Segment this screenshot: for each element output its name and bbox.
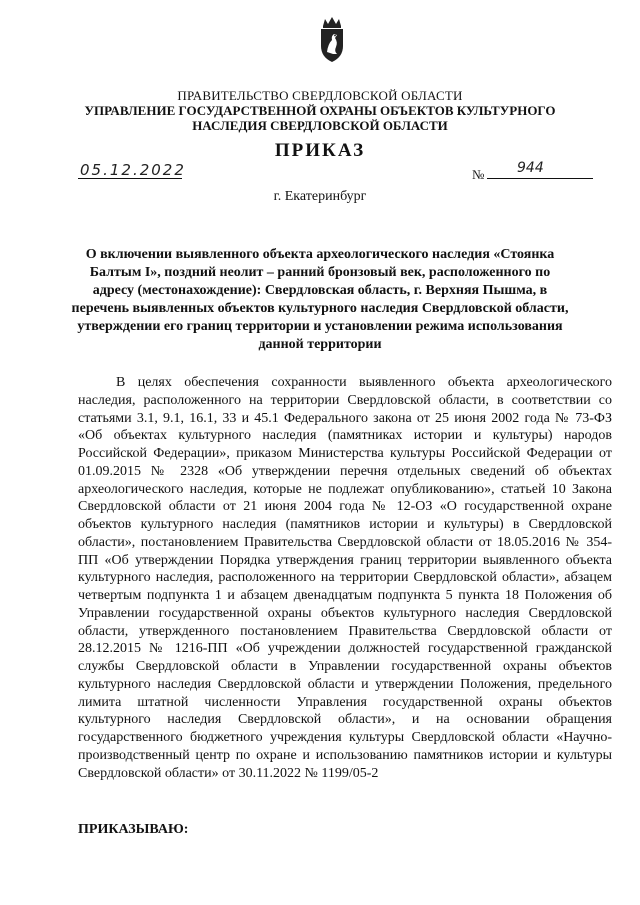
date-underline bbox=[78, 178, 182, 179]
number-value: 944 bbox=[517, 160, 544, 176]
number-underline bbox=[487, 178, 593, 179]
date-field bbox=[78, 160, 186, 180]
body-paragraph: В целях обеспечения сохранности выявленного объекта археологического наследия, расположенного на территории Свердловской области, в соответствии со статьями 3.1, 9.1, 16.1, 33 и 45.1 Федерального закона от 25 июня 2002 года № 73-ФЗ «Об объектах культурного наследия (памятниках истории и культуры) народов Российской Федерации», приказом Министерства культуры Российской Федерации от 01.09.2015 № 2328 «Об утверждении перечня отдельных сведений об объектах археологического наследия, которые не подлежат опубликованию», статьей 10 Закона Свердловской области от 21 июня 2004 года № 12-ОЗ «О государственной охране объектов культурного наследия (памятников истории и культуры) в Свердловской области», постановлением Правительства Свердловской области от 18.05.2016 № 354-ПП «Об утверждении Порядка утверждения границ территории выявленного объекта культурного наследия, расположенного на территории Свердловской области», абзацем четвертым подпункта 1 и абзацем двенадцатым подпункта 5 пункта 18 Положения об Управлении государственной охраны объектов культурного наследия Свердловской области, утвержденного постановлением Правительства Свердловской области от 28.12.2015 № 1216-ПП «Об учреждении должностей государственной гражданской службы Свердловской области в Управлении государственной охраны объектов культурного наследия Свердловской области и утверждении Положения, предельного лимита штатной численности Управления государственной охраны объектов культурного наследия Свердловской области», и на основании обращения государственного бюджетного учреждения культуры Свердловской области «Научно-производственный центр по охране и использованию памятников истории и культуры Свердловской области» от 30.11.2022 № 1199/05-2 bbox=[78, 375, 612, 781]
coat-of-arms-icon bbox=[315, 16, 349, 64]
number-label: № bbox=[472, 167, 485, 182]
city: г. Екатеринбург bbox=[273, 189, 367, 204]
document-title: ПРИКАЗ bbox=[274, 140, 366, 161]
number-field bbox=[487, 160, 593, 180]
date-value: 05.12.2022 bbox=[80, 161, 186, 179]
order-word: ПРИКАЗЫВАЮ: bbox=[78, 822, 189, 837]
government-name: ПРАВИТЕЛЬСТВО СВЕРДЛОВСКОЙ ОБЛАСТИ bbox=[177, 88, 463, 103]
department-name: УПРАВЛЕНИЕ ГОСУДАРСТВЕННОЙ ОХРАНЫ ОБЪЕКТОВ КУЛЬТУРНОГО НАСЛЕДИЯ СВЕРДЛОВСКОЙ ОБЛАСТИ bbox=[84, 103, 556, 133]
subject-heading: О включении выявленного объекта археологического наследия «Стоянка Балтым I», поздний неолит – ранний бронзовый век, расположенного по адресу (местонахождение): Свердловская область, г. Верхняя Пышма, в перечень выявленных объектов культурного наследия Свердловской области, утверждении его границ территории и установлении режима использования данной территории bbox=[71, 247, 569, 352]
